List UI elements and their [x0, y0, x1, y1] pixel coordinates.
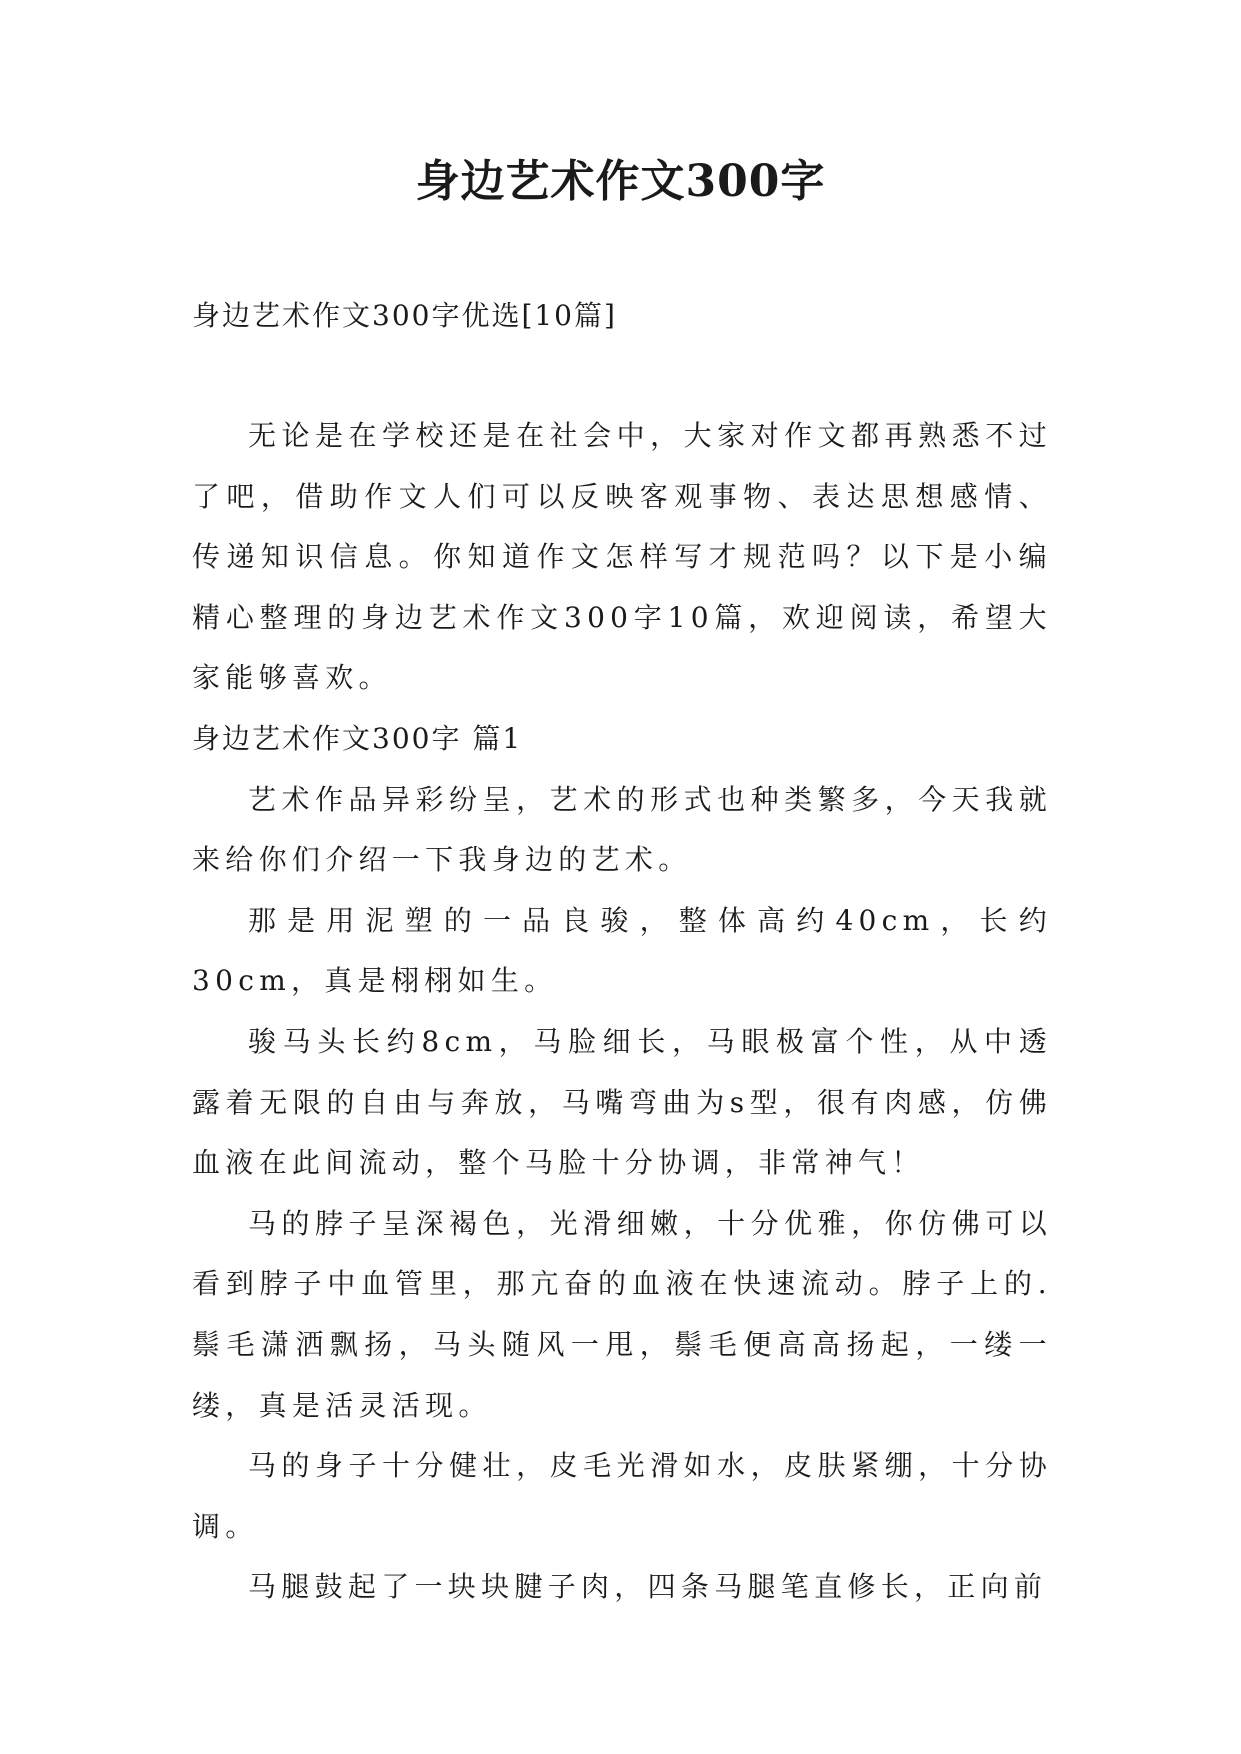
body-paragraph: 那是用泥塑的一品良骏，整体高约40cm，长约30cm，真是栩栩如生。 [192, 903, 1052, 998]
section-heading: 身边艺术作文300字 篇1 [192, 721, 523, 755]
document-subtitle: 身边艺术作文300字优选[10篇] [192, 299, 617, 332]
body-paragraph: 骏马头长约8cm，马脸细长，马眼极富个性，从中透露着无限的自由与奔放，马嘴弯曲为s型，很有肉感，仿佛血液在此间流动，整个马脸十分协调，非常神气！ [192, 1024, 1052, 1180]
document-title: 身边艺术作文300字 [415, 156, 826, 207]
intro-paragraph: 无论是在学校还是在社会中，大家对作文都再熟悉不过了吧，借助作文人们可以反映客观事物、表达思想感情、传递知识信息。你知道作文怎样写才规范吗？以下是小编精心整理的身边艺术作文300字10篇，欢迎阅读，希望大家能够喜欢。 [192, 419, 1052, 695]
body-paragraph: 艺术作品异彩纷呈，艺术的形式也种类繁多，今天我就来给你们介绍一下我身边的艺术。 [192, 782, 1052, 877]
body-paragraph: 马腿鼓起了一块块腱子肉，四条马腿笔直修长，正向前 [248, 1570, 1048, 1604]
document-body [192, 406, 1052, 1618]
body-paragraph: 马的身子十分健壮，皮毛光滑如水，皮肤紧绷，十分协调。 [192, 1449, 1052, 1543]
body-paragraph: 马的脖子呈深褐色，光滑细嫩，十分优雅，你仿佛可以看到脖子中血管里，那亢奋的血液在快速流动。脖子上的.鬃毛潇洒飘扬，马头随风一甩，鬃毛便高高扬起，一缕一缕，真是活灵活现。 [192, 1206, 1052, 1422]
